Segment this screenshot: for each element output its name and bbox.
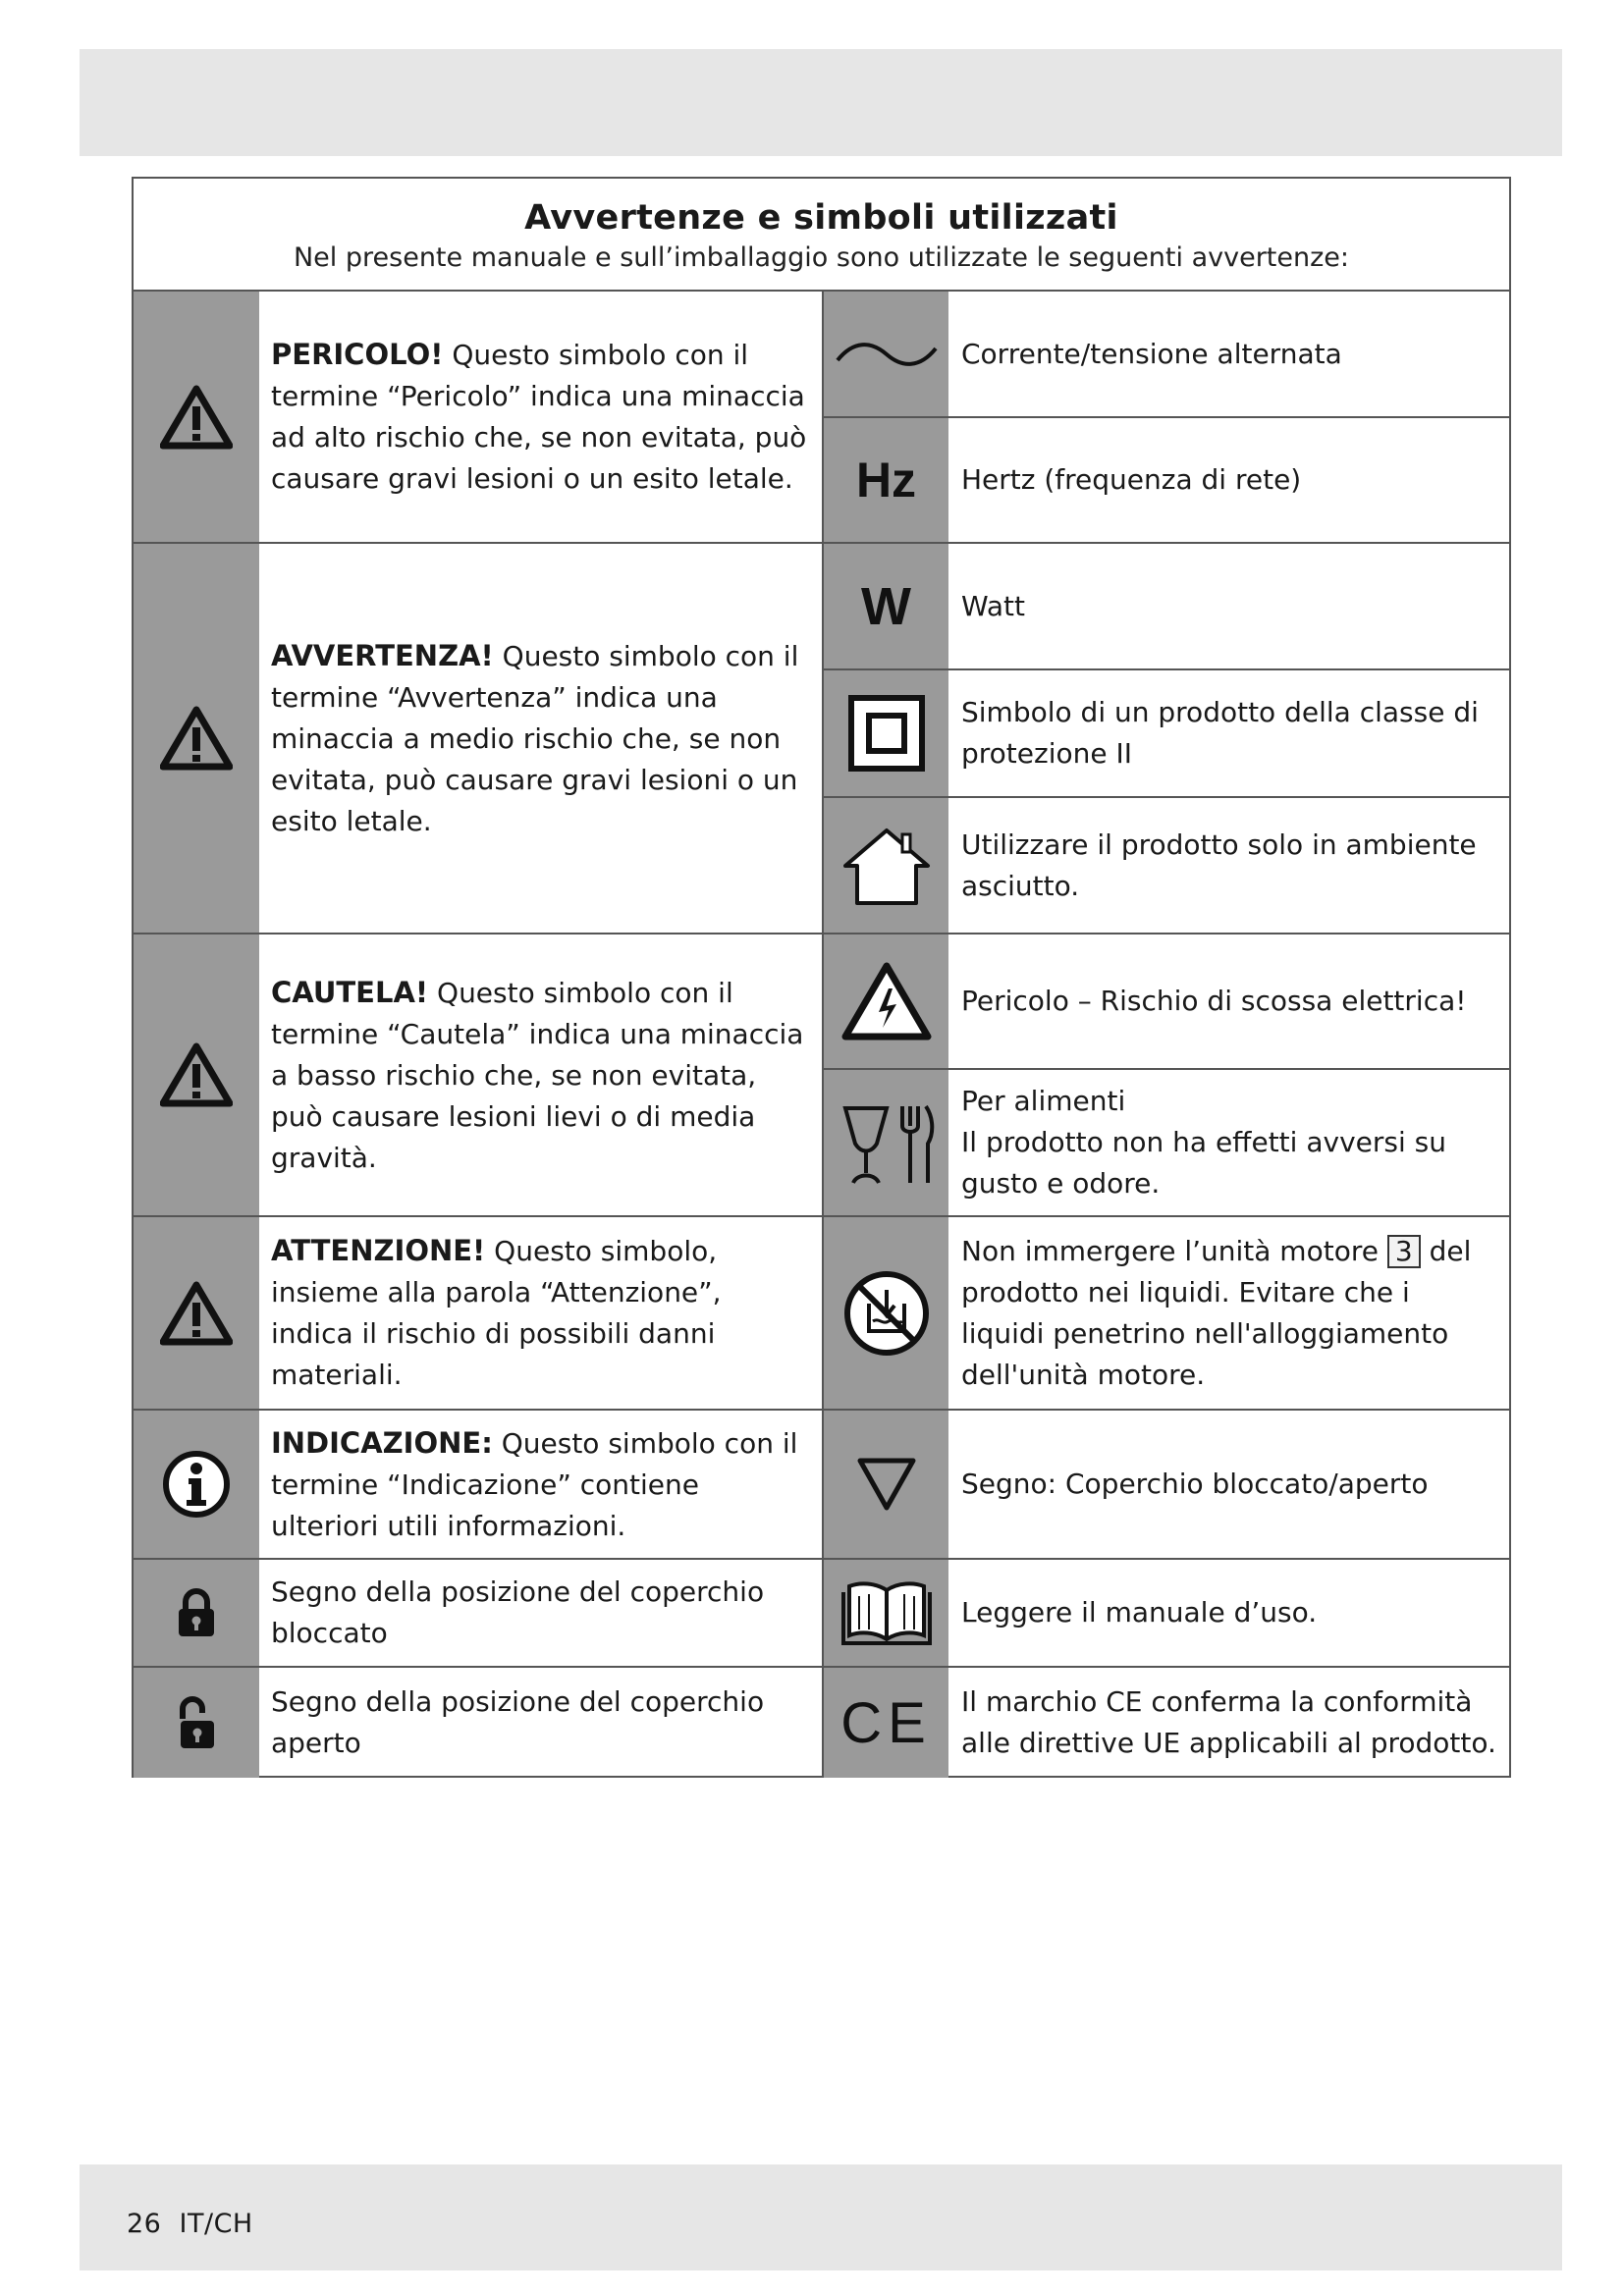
table-row xyxy=(824,1560,1509,1668)
icon-cell xyxy=(134,544,259,933)
row-text xyxy=(271,1411,812,1558)
icon-cell xyxy=(134,1560,259,1666)
warnings-symbols-table xyxy=(132,177,1511,1778)
warning-triangle-icon xyxy=(160,706,233,771)
row-text xyxy=(961,934,1499,1068)
row-description: Watt xyxy=(961,589,1026,622)
row-label: PERICOLO! xyxy=(271,338,444,371)
table-row xyxy=(824,798,1509,934)
row-label: INDICAZIONE: xyxy=(271,1425,493,1460)
row-text xyxy=(271,1217,812,1409)
row-description: Questo simbolo con il termine “Pericolo” indica una minaccia ad alto rischio che, se non evitata, può causare gravi lesioni o un esito letale. xyxy=(271,339,807,495)
table-row xyxy=(824,1668,1509,1778)
row-description: Questo simbolo, insieme alla parola “Attenzione”, indica il rischio di possibili danni materiali. xyxy=(271,1235,722,1391)
icon-cell xyxy=(824,1668,948,1778)
page-footer-label xyxy=(127,2210,253,2239)
row-description: Non immergere l’unità motore xyxy=(961,1234,1387,1267)
table-row xyxy=(134,292,822,544)
icon-cell xyxy=(824,1217,948,1409)
row-text xyxy=(271,544,812,933)
row-text xyxy=(961,1070,1499,1215)
info-icon xyxy=(161,1449,232,1520)
icon-cell xyxy=(134,292,259,542)
hertz-icon: Hz xyxy=(855,453,917,507)
table-row xyxy=(824,292,1509,418)
row-description: Hertz (frequenza di rete) xyxy=(961,463,1302,496)
row-description: Utilizzare il prodotto solo in ambiente asciutto. xyxy=(961,828,1477,902)
row-text xyxy=(961,1411,1499,1558)
icon-cell xyxy=(824,544,948,668)
row-description: Segno della posizione del coperchio bloccato xyxy=(271,1575,765,1649)
row-text xyxy=(271,934,812,1215)
icon-cell xyxy=(824,934,948,1068)
row-description: Questo simbolo con il termine “Avvertenza” indica una minaccia a medio rischio che, se non evitata, può causare gravi lesioni o un esito letale. xyxy=(271,639,799,837)
indoor-house-icon xyxy=(839,825,934,907)
food-safe-icon xyxy=(838,1098,936,1187)
row-text xyxy=(961,1217,1499,1409)
row-text xyxy=(271,1668,812,1778)
watt-icon: W xyxy=(861,576,911,636)
table-row xyxy=(134,934,822,1217)
row-label: CAUTELA! xyxy=(271,975,429,1009)
no-immerse-icon xyxy=(841,1268,932,1359)
protection-class-ii-icon xyxy=(847,694,926,773)
down-triangle-icon xyxy=(855,1455,918,1514)
table-row xyxy=(824,418,1509,544)
row-description: Questo simbolo con il termine “Indicazione” contiene ulteriori utili informazioni. xyxy=(271,1426,798,1542)
row-description: Per alimenti Il prodotto non ha effetti avversi su gusto e odore. xyxy=(961,1085,1446,1200)
row-text xyxy=(961,292,1499,416)
warning-triangle-icon xyxy=(160,385,233,450)
warning-triangle-icon xyxy=(160,1281,233,1346)
table-row xyxy=(134,1668,822,1778)
icon-cell xyxy=(824,1560,948,1666)
icon-cell xyxy=(134,934,259,1215)
page-locale: IT/CH xyxy=(179,2209,253,2239)
right-column xyxy=(824,292,1509,1776)
page-number: 26 xyxy=(127,2209,162,2239)
page-title: Avvertenze e simboli utilizzati xyxy=(524,198,1118,238)
row-label: ATTENZIONE! xyxy=(271,1234,486,1267)
row-description: Il marchio CE conferma la conformità alle direttive UE applicabili al prodotto. xyxy=(961,1685,1496,1759)
warning-triangle-icon xyxy=(160,1042,233,1107)
table-row xyxy=(824,544,1509,670)
row-description: Simbolo di un prodotto della classe di protezione II xyxy=(961,696,1479,770)
row-text xyxy=(961,1668,1499,1778)
icon-cell xyxy=(824,1070,948,1215)
electric-shock-icon xyxy=(841,961,932,1041)
table-row xyxy=(824,1070,1509,1217)
icon-cell xyxy=(824,798,948,933)
row-text xyxy=(271,292,812,542)
table-row xyxy=(134,1217,822,1411)
icon-cell xyxy=(824,1411,948,1558)
icon-cell xyxy=(134,1411,259,1558)
row-description: Corrente/tensione alternata xyxy=(961,337,1342,370)
icon-cell xyxy=(134,1217,259,1409)
row-text xyxy=(271,1560,812,1666)
ce-mark-icon: CE xyxy=(840,1690,932,1755)
row-text xyxy=(961,544,1499,668)
table-row xyxy=(824,1411,1509,1560)
row-description: Pericolo – Rischio di scossa elettrica! xyxy=(961,985,1467,1017)
row-description: Segno della posizione del coperchio aperto xyxy=(271,1685,765,1759)
table-row xyxy=(824,670,1509,798)
row-description: Leggere il manuale d’uso. xyxy=(961,1596,1318,1629)
header-band xyxy=(80,49,1562,156)
page-subtitle: Nel presente manuale e sull’imballaggio sono utilizzate le seguenti avvertenze: xyxy=(293,242,1349,273)
icon-cell xyxy=(134,1668,259,1778)
row-text xyxy=(961,670,1499,796)
icon-cell xyxy=(824,418,948,542)
row-description: Questo simbolo con il termine “Cautela” indica una minaccia a basso rischio che, se non evitata, può causare lesioni lievi o di media gravità. xyxy=(271,976,804,1174)
table-row xyxy=(134,544,822,934)
footer-band xyxy=(80,2164,1562,2270)
row-text xyxy=(961,1560,1499,1666)
table-row xyxy=(134,1411,822,1560)
ac-current-icon xyxy=(832,335,942,374)
table-row xyxy=(134,1560,822,1668)
row-description-cont: del prodotto nei liquidi. Evitare che i liquidi penetrino nell'alloggiamento dell'unità motore. xyxy=(961,1234,1472,1391)
row-text xyxy=(961,798,1499,933)
table-header xyxy=(134,179,1509,292)
table-row xyxy=(824,1217,1509,1411)
manual-book-icon xyxy=(839,1578,934,1647)
lock-open-icon xyxy=(175,1695,218,1750)
icon-cell xyxy=(824,670,948,796)
icon-cell xyxy=(824,292,948,416)
table-row xyxy=(824,934,1509,1070)
row-text xyxy=(961,418,1499,542)
part-reference-badge: 3 xyxy=(1387,1235,1421,1268)
lock-closed-icon xyxy=(175,1587,218,1638)
left-column xyxy=(134,292,824,1776)
row-label: AVVERTENZA! xyxy=(271,638,494,672)
row-description: Segno: Coperchio bloccato/aperto xyxy=(961,1468,1429,1500)
